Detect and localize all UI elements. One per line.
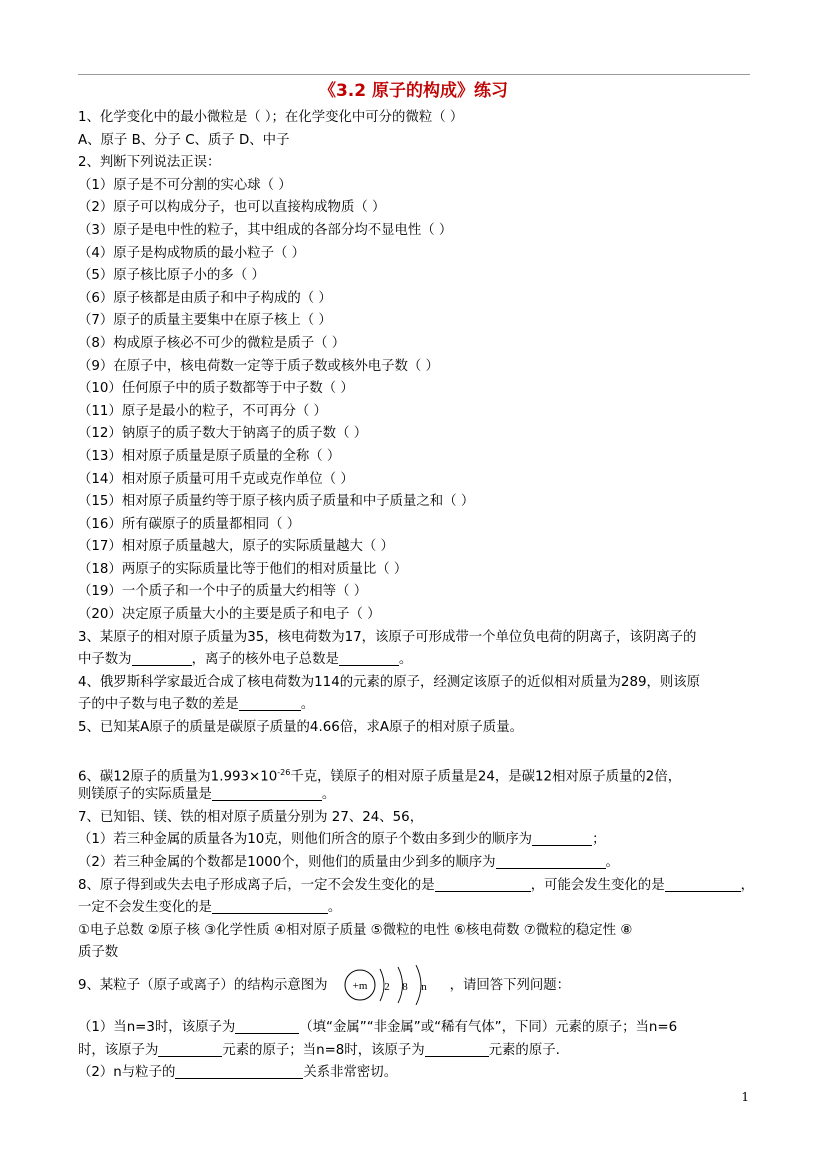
q2-item: （4）原子是构成物质的最小粒子（ ）: [78, 245, 306, 261]
q9-sub2: [78, 1062, 753, 1085]
q2-item: （8）构成原子核必不可少的微粒是质子（ ）: [78, 335, 346, 351]
q2-item: （3）原子是电中性的粒子，其中组成的各部分均不显电性（ ）: [78, 222, 453, 238]
q2-item: （15）相对原子质量约等于原子核内质子质量和中子质量之和（ ）: [78, 494, 475, 510]
q9-sub1-text-e: 元素的原子.: [488, 1042, 560, 1058]
q2-item: （10）任何原子中的质子数都等于中子数（ ）: [78, 381, 354, 397]
q8-text-b: ，可能会发生变化的是: [530, 877, 665, 893]
q8-options-2: 质子数: [78, 945, 119, 961]
q2-item: （1）原子是不可分割的实心球（ ）: [78, 177, 292, 193]
q9-sub1-line2: [78, 1040, 753, 1063]
q7-sub2-end: 。: [605, 855, 619, 870]
q2-item: （16）所有碳原子的质量都相同（ ）: [78, 516, 301, 532]
q9-blank-3[interactable]: [425, 1042, 489, 1057]
q6-line1: [78, 762, 753, 785]
shell-2-electrons: 8: [401, 980, 408, 993]
q6-text-c: 则镁原子的实际质量是: [78, 787, 212, 803]
q2-item: （5）原子核比原子小的多（ ）: [78, 268, 265, 284]
q3-line1: 3、某原子的相对原子质量为35，核电荷数为17，该原子可形成带一个单位负电荷的阴离子，该阴离子的: [78, 629, 697, 645]
q8-text-d: 一定不会发生变化的是: [78, 900, 212, 916]
q2-item: （6）原子核都是由质子和中子构成的（ ）: [78, 290, 332, 306]
worksheet-body: [78, 107, 753, 1085]
q4-blank[interactable]: [239, 696, 301, 711]
q8-line2: [78, 897, 753, 920]
q4-text-b: 。: [300, 697, 315, 713]
shell-1-electrons: 2: [383, 980, 390, 993]
q9-text-b: ，请回答下列问题：: [449, 977, 571, 993]
nucleus-label: +m: [352, 979, 367, 992]
q7-sub1-end: ；: [592, 832, 606, 848]
q2-header: 2、判断下列说法正误：: [78, 155, 221, 171]
q9-text-a: 9、某粒子（原子或离子）的结构示意图为: [78, 977, 328, 993]
q3-text-c: 。: [398, 652, 413, 668]
q6-text-a: 6、碳12原子的质量为1.993×10: [78, 769, 278, 785]
q3-text-a: 中子数为: [78, 652, 132, 668]
answer-space: [78, 740, 753, 762]
q9-sub1-text-c: 时，该原子为: [78, 1042, 159, 1058]
q7-sub2: [78, 852, 753, 875]
q2-item: （20）决定原子质量大小的主要是质子和电子（ ）: [78, 607, 381, 623]
q6-line2: [78, 784, 753, 807]
q6-exponent: -26: [277, 767, 291, 777]
q7-sub2-text: （2）若三种金属的个数都是1000个，则他们的质量由少到多的顺序为: [78, 855, 496, 870]
q9-blank-1[interactable]: [235, 1019, 299, 1034]
q6-text-d: 。: [321, 787, 336, 803]
page-title: 《3.2 原子的构成》练习: [318, 81, 509, 101]
q7-header: 7、已知铝、镁、铁的相对原子质量分别为 27、24、56，: [78, 809, 424, 825]
q2-item: （17）相对原子质量越大，原子的实际质量越大（ ）: [78, 539, 394, 555]
q4-line1: 4、俄罗斯科学家最近合成了核电荷数为114的元素的原子，经测定该原子的近似相对质量为289，则该原: [78, 674, 701, 690]
atom-structure-diagram: [342, 965, 442, 1005]
q1-options: A、原子 B、分子 C、质子 D、中子: [78, 132, 290, 148]
q8-text-c: ，: [740, 877, 754, 893]
q6-text-b: 千克，镁原子的相对原子质量是24，是碳12相对原子质量的2倍，: [290, 769, 682, 785]
page-number: 1: [741, 1090, 749, 1104]
q4-text-a: 子的中子数与电子数的差是: [78, 697, 239, 713]
q9-intro: [78, 965, 753, 1007]
q9-blank-2[interactable]: [158, 1042, 222, 1057]
q7-blank-2[interactable]: [496, 854, 606, 869]
q9-blank-4[interactable]: [175, 1064, 303, 1079]
q9-sub1-line1: [78, 1017, 753, 1040]
q9-sub2-text-a: （2）n与粒子的: [78, 1065, 176, 1081]
shell-3-electrons: n: [420, 980, 427, 993]
q2-item: （9）在原子中，核电荷数一定等于质子数或核外电子数（ ）: [78, 358, 439, 374]
shell-arc-3: [416, 965, 421, 1005]
q7-sub1: [78, 829, 753, 852]
q2-item: （19）一个质子和一个中子的质量大约相等（ ）: [78, 584, 368, 600]
q3-text-b: ，离子的核外电子总数是: [191, 652, 339, 668]
q8-line1: [78, 875, 753, 898]
q7-sub1-text: （1）若三种金属的质量各为10克，则他们所含的原子个数由多到少的顺序为: [78, 832, 533, 848]
q8-blank-3[interactable]: [212, 899, 328, 914]
q9-sub2-text-b: 关系非常密切。: [303, 1065, 398, 1081]
q7-blank-1[interactable]: [532, 831, 592, 846]
q9-sub1-text-a: （1）当n=3时，该原子为: [78, 1019, 236, 1035]
q8-blank-1[interactable]: [435, 877, 531, 892]
q2-items: [78, 175, 753, 627]
q8-text-a: 8、原子得到或失去电子形成离子后，一定不会发生变化的是: [78, 877, 435, 893]
q9-sub1-text-d: 元素的原子；当n=8时，该原子为: [222, 1042, 425, 1058]
q1-line: 1、化学变化中的最小微粒是（ ）；在化学变化中可分的微粒（ ）: [78, 110, 464, 125]
q2-item: （12）钠原子的质子数大于钠离子的质子数（ ）: [78, 426, 368, 442]
q6-blank[interactable]: [212, 786, 322, 801]
q3-blank-electrons[interactable]: [339, 651, 399, 666]
q9-sub1-text-b: （填“金属”“非金属”或“稀有气体”，下同）元素的原子；当n=6: [299, 1019, 678, 1035]
q2-item: （14）相对原子质量可用千克或克作单位（ ）: [78, 471, 354, 487]
q3-blank-neutrons[interactable]: [132, 651, 192, 666]
q3-line2: [78, 649, 753, 672]
q2-item: （11）原子是最小的粒子，不可再分（ ）: [78, 403, 327, 419]
header-rule: [78, 74, 750, 75]
q2-item: （13）相对原子质量是原子质量的全称（ ）: [78, 448, 341, 464]
q8-options-1: ①电子总数 ②原子核 ③化学性质 ④相对原子质量 ⑤微粒的电性 ⑥核电荷数 ⑦微粒的稳定性 ⑧: [78, 922, 633, 938]
q2-item: （2）原子可以构成分子，也可以直接构成物质（ ）: [78, 200, 386, 216]
q2-item: （18）两原子的实际质量比等于他们的相对质量比（ ）: [78, 561, 408, 577]
q4-line2: [78, 694, 753, 717]
q8-blank-2[interactable]: [665, 877, 741, 892]
q8-text-e: 。: [327, 900, 342, 916]
q5-line: 5、已知某A原子的质量是碳原子质量的4.66倍，求A原子的相对原子质量。: [78, 720, 523, 736]
q2-item: （7）原子的质量主要集中在原子核上（ ）: [78, 313, 332, 329]
